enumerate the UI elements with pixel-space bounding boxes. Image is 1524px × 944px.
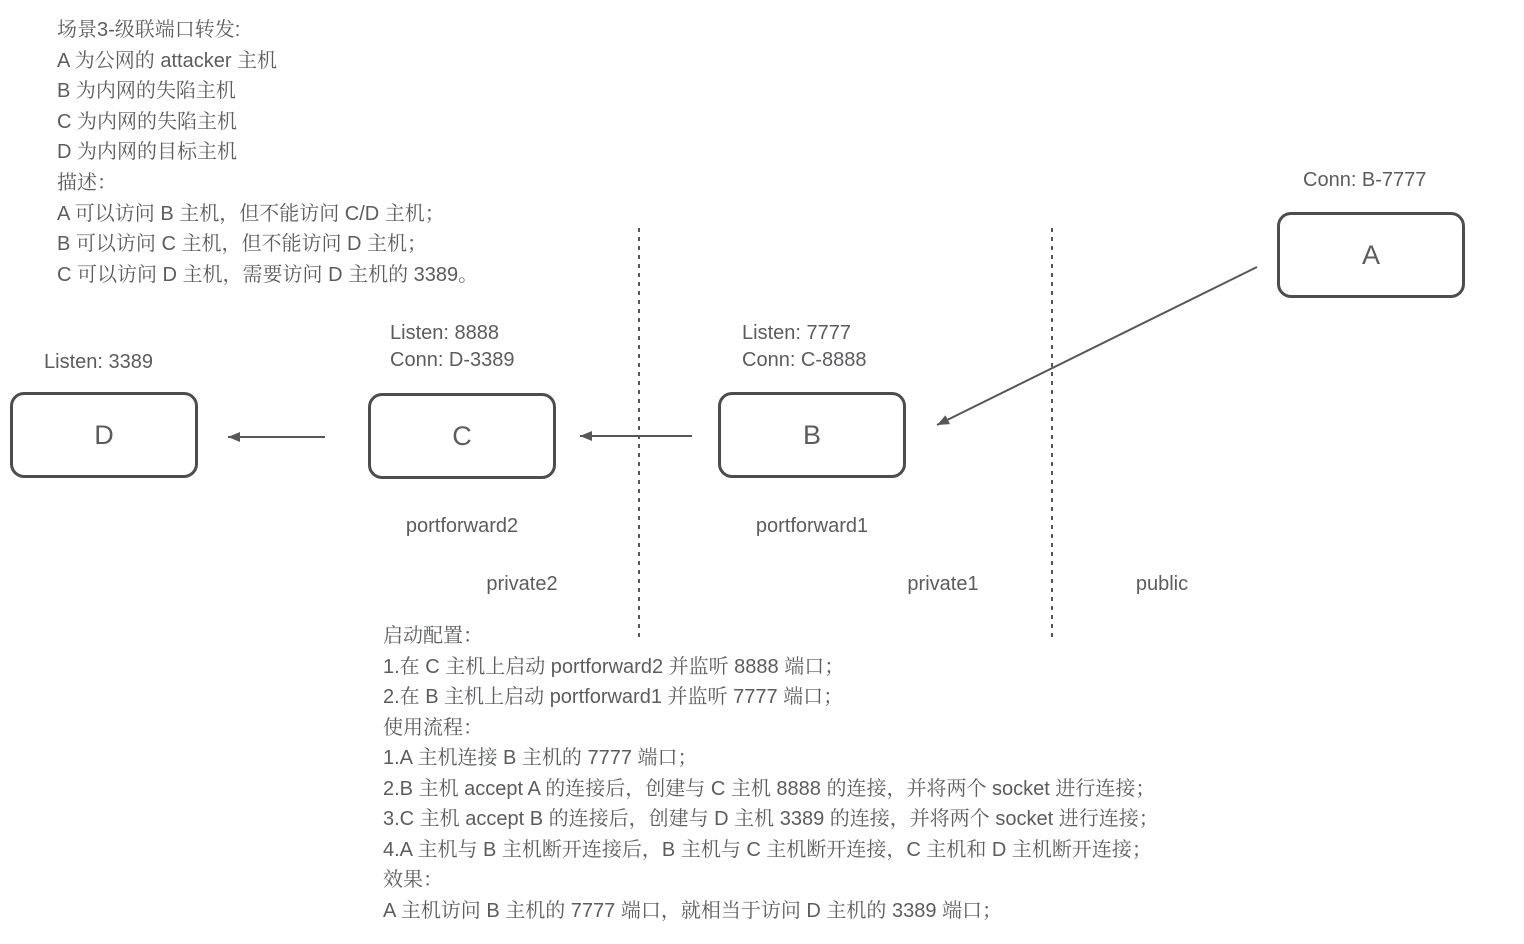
notes-line: 启动配置：: [383, 625, 483, 647]
node-d-listen-label: Listen: 3389: [44, 351, 153, 373]
zone-label-private1: private1: [907, 573, 979, 595]
scenario-line: 描述：: [57, 171, 117, 194]
scenario-line: B 为内网的失陷主机: [57, 80, 236, 103]
scenario-line: A 可以访问 B 主机，但不能访问 C/D 主机；: [57, 202, 445, 225]
node-d-label: D: [94, 419, 114, 450]
scenario-line: 场景3-级联端口转发:: [57, 19, 241, 41]
node-a-label: A: [1361, 239, 1380, 270]
arrow-a-to-b: [937, 267, 1257, 425]
usage-notes: [383, 621, 1159, 926]
notes-line: 1.A 主机连接 B 主机的 7777 端口；: [383, 747, 698, 769]
scenario-description: [57, 15, 478, 290]
node-d-box: [10, 392, 198, 478]
notes-line: 1.在 C 主机上启动 portforward2 并监听 8888 端口；: [383, 655, 845, 678]
notes-line: 效果：: [383, 869, 443, 891]
node-c-listen-label: Listen: 8888: [390, 322, 499, 344]
scenario-line: C 为内网的失陷主机: [57, 110, 237, 133]
node-a-box: [1277, 212, 1465, 298]
notes-line: A 主机访问 B 主机的 7777 端口，就相当于访问 D 主机的 3389 端口；: [383, 899, 1003, 922]
node-c-label: C: [452, 420, 472, 451]
node-b-tool-label: portforward1: [755, 515, 869, 537]
notes-line: 2.B 主机 accept A 的连接后，创建与 C 主机 8888 的连接，并将两个 socket 进行连接；: [383, 777, 1156, 800]
node-b-port-labels: [742, 320, 867, 374]
node-b-label: B: [802, 419, 821, 450]
notes-line: 3.C 主机 accept B 的连接后，创建与 D 主机 3389 的连接，并将两个 socket 进行连接；: [383, 808, 1159, 830]
node-a-conn-label: Conn: B-7777: [1303, 169, 1427, 191]
node-c-port-labels: [390, 320, 515, 374]
scenario-line: A 为公网的 attacker 主机: [57, 49, 278, 72]
node-c-box: [368, 393, 556, 479]
notes-line: 4.A 主机与 B 主机断开连接后，B 主机与 C 主机断开连接，C 主机和 D 主机断开连接；: [383, 838, 1152, 861]
notes-line: 2.在 B 主机上启动 portforward1 并监听 7777 端口；: [383, 686, 844, 708]
node-c-conn-label: Conn: D-3389: [390, 349, 515, 371]
zone-label-public: public: [1135, 573, 1189, 595]
node-c-tool-label: portforward2: [405, 515, 519, 537]
node-b-box: [718, 392, 906, 478]
zone-label-private2: private2: [486, 573, 558, 595]
scenario-line: D 为内网的目标主机: [57, 141, 237, 164]
scenario-line: C 可以访问 D 主机，需要访问 D 主机的 3389。: [57, 263, 479, 286]
node-b-conn-label: Conn: C-8888: [742, 349, 867, 371]
node-b-listen-label: Listen: 7777: [742, 322, 851, 344]
scenario-line: B 可以访问 C 主机，但不能访问 D 主机；: [57, 233, 428, 256]
notes-line: 使用流程：: [383, 716, 483, 739]
